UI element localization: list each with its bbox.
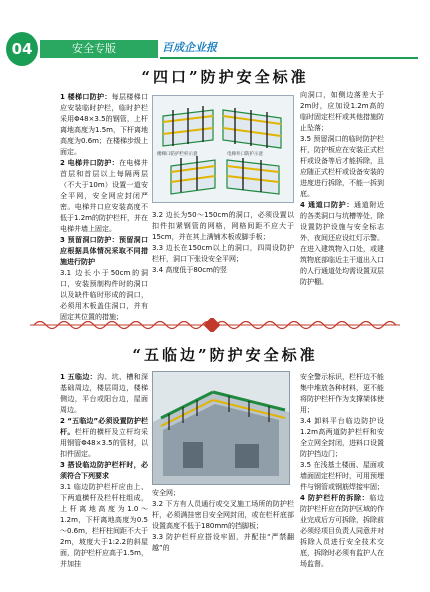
page-number-badge: 04: [6, 32, 38, 66]
a2c3-head-3: 4 防护栏杆的拆除：: [300, 494, 370, 502]
article1-column-2: [152, 210, 294, 276]
section-label: 安全专版: [40, 40, 158, 58]
guardrail-illustration: [153, 96, 293, 202]
a2c3-text-1: 3.4 卸料平台临边防护设1.2m高两道防护栏杆和安全立网全封闭，进料口设置防护挡边门；: [300, 417, 384, 458]
article2-title: “五临边”防护安全标准: [132, 346, 318, 364]
a2c2-para-1: 3.2 下方有人员通行或交叉施工场所的防护栏杆，必须满挂密目安全网封闭，或在栏杆底部设置高度不低于180mm的挡脚板；: [152, 500, 294, 530]
ornamental-divider: [30, 318, 400, 332]
a2c2-para-0: 安全网；: [152, 489, 180, 497]
a1c3-head-2: 4 通道口防护：: [300, 201, 354, 209]
article1-illustration: [152, 95, 294, 203]
a1c2-para-2: 3.4 高度低于80cm的竖: [152, 266, 227, 274]
a1c2-para-0: 3.2 边长为50～150cm的洞口，必须设置以扣件扣紧钢管的网格，网格间距不应大于15cm，并在其上满铺木板或脚手板；: [152, 211, 294, 241]
a1c1-text-1: 在电梯井首层和首层以上每隔两层（不大于10m）设置一道安全平网，安全网应封闭严密。电梯井口应安装高度不低于1.2m的防护栏杆，并在电梯井墙上固定。: [60, 159, 149, 233]
article1-column-3: [300, 90, 384, 288]
header-rule: [160, 57, 418, 59]
article2-column-1: [60, 372, 148, 570]
a1c3-text-0: 向洞口，如侧边落差大于2m时，应加设1.2m高的临时固定栏杆或其他措施防止坠落；: [300, 91, 384, 132]
a2c3-text-0: 安全警示标识，栏杆边不能集中堆放各种材料，更不能将防护栏杆作为支撑架体使用；: [300, 373, 384, 414]
edge-protection-illustration: [153, 372, 289, 484]
a1c1-text-0: 每层楼梯口应安装临时护栏，临时护栏采用Φ48×3.5的钢管，上杆离地高度为1.5m，下杆离地高度为0.6m；在楼梯步级上面定。: [60, 93, 148, 156]
article2-illustration: [152, 371, 290, 485]
article2-column-3: [300, 372, 384, 570]
a1c1-head-1: 2 电梯井口防护：: [60, 159, 119, 167]
page-header: [0, 36, 430, 62]
a1c1-head-2: 3 预留洞口防护：预留洞口应根据具体情况采取不同措施进行防护: [60, 236, 148, 266]
a2c3-text-2: 3.5 在浅基土楼面、屋面或墙面固定栏杆时，可用预埋件与钢管或钢筋焊接牢固；: [300, 461, 384, 491]
a2c3-text-3: 临边防护栏杆应在防护区域的作业完成后方可拆除，拆除前必须经项目负责人同意并对拆除人员进行安全技术交底，拆除时必须有监护人在场监督。: [300, 494, 384, 568]
a2c2-para-2: 3.3 防护栏杆应搭设牢固，并配挂“严禁翻越”的: [152, 533, 294, 552]
newspaper-logo: 百成企业报: [162, 41, 217, 54]
a1c2-para-1: 3.3 边长在150cm以上的洞口，四周设防护栏杆，洞口下张设安全平网；: [152, 244, 294, 263]
a2c1-text-0: 沟、坑、槽和深基础周边，楼层周边，楼梯侧边，平台或阳台边，屋面周边。: [60, 373, 148, 414]
image-caption-right: 电梯井口防护示意: [227, 152, 263, 157]
a2c1-head-0: 1 五临边：: [60, 373, 97, 381]
article2-column-2: [152, 488, 294, 554]
a1c3-text-2: 通道附近的各类洞口与坑槽等处，除设置防护设施与安全标志外，夜间还应设红灯示警。在进入建筑物入口处，或建筑物底部临近主干道出入口的人行通道处均需设置双层防护棚。: [300, 201, 385, 286]
a2c1-head-1: 2 “五临边”必须设置防护栏杆。: [60, 417, 148, 436]
a2c1-head-2: 3 搭设临边防护栏杆时，必须符合下列要求: [60, 461, 148, 480]
image-caption-left: 楼梯口防护栏杆示意: [157, 152, 198, 157]
article1-title: “四口”防护安全标准: [141, 68, 309, 86]
a2c1-text-1: 栏杆的横杆及立杆均采用钢管Φ48×3.5的管材，以扣件固定。: [60, 428, 149, 458]
a1c1-text-3: 3.1 边长小于50cm的洞口，安装预制构件时的洞口以及缺件临时形成的洞口，必须用木板盖住洞口，并有固定其位置的措施；: [60, 269, 148, 321]
a1c3-text-1: 3.5 预留洞口的临时防护栏杆，防护板应在安装正式栏杆或设备等后才能拆除，且应随正式栏杆或设备安装的进度进行拆除，不能一拆到底。: [300, 135, 384, 198]
a2c1-text-3: 3.1 临边防护栏杆应由上、下两道横杆及栏杆柱组成，上杆离地高度为1.0～1.2m，下杆离地高度为0.5～0.6m，栏杆柱间距不大于2m，坡度大于1:2.2的斜屋面，防护栏杆应高于1.5m，并加挂: [60, 483, 148, 568]
a1c1-head-0: 1 楼梯口防护：: [60, 93, 112, 101]
article1-column-1: [60, 92, 148, 323]
